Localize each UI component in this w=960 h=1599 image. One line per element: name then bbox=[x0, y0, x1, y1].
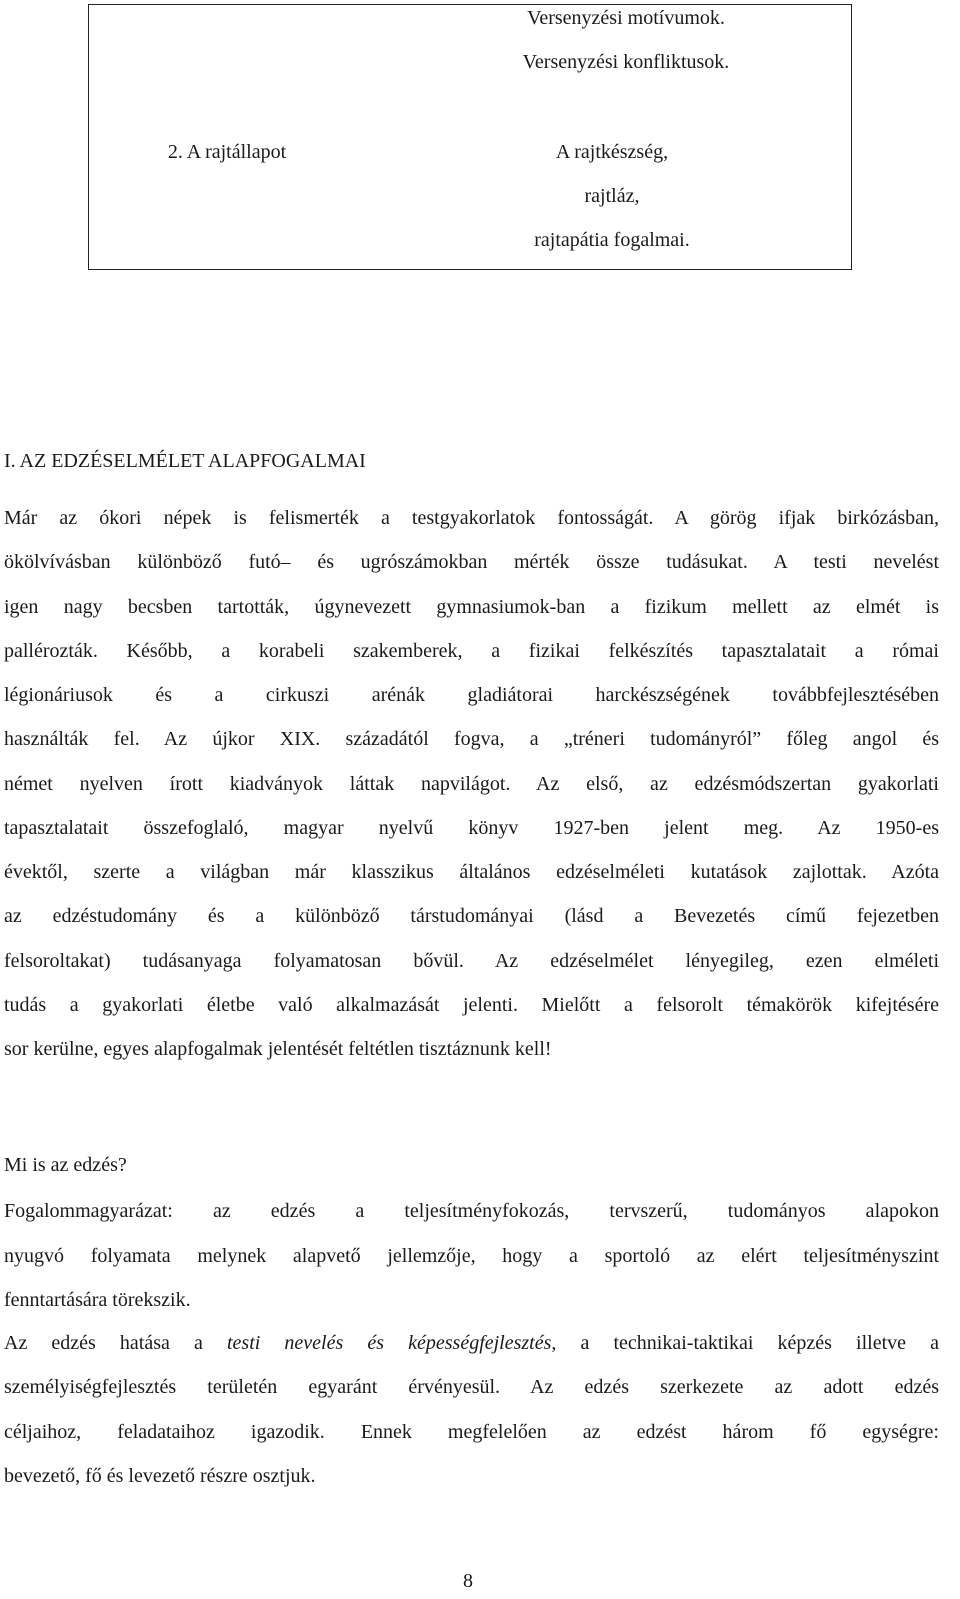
paragraph-line: fenntartására törekszik. bbox=[4, 1289, 191, 1311]
table-cell-text: 2. A rajtállapot bbox=[167, 141, 287, 163]
paragraph-line: céljaihoz, feladataihoz igazodik. Ennek megfelelően az edzést három fő egységre: bbox=[4, 1420, 939, 1443]
text-run: , a technikai-taktikai képzés illetve a bbox=[551, 1332, 939, 1354]
paragraph-line: évektől, szerte a világban már klasszikus általános edzéselméleti kutatások zajlottak. Azóta bbox=[4, 861, 939, 883]
section-heading: I. AZ EDZÉSELMÉLET ALAPFOGALMAI bbox=[4, 450, 366, 472]
italic-term: testi nevelés és képességfejlesztés bbox=[226, 1332, 552, 1354]
table-cell-text: rajtapátia fogalmai. bbox=[534, 229, 690, 251]
paragraph-line: ökölvívásban különböző futó– és ugrószámokban mérték össze tudásukat. A testi nevelést bbox=[4, 551, 939, 574]
paragraph-line: igen nagy becsben tartották, úgynevezett gymnasiumok-ban a fizikum mellett az elmét is bbox=[4, 595, 939, 618]
paragraph-line: személyiségfejlesztés területén egyaránt érvényesül. Az edzés szerkezete az adott edzés bbox=[4, 1376, 939, 1398]
paragraph-line: felsoroltakat) tudásanyaga folyamatosan bővül. Az edzéselmélet lényegileg, ezen elméleti bbox=[4, 949, 939, 972]
paragraph-line: német nyelven írott kiadványok láttak napvilágot. Az első, az edzésmódszertan gyakorlati bbox=[4, 772, 939, 795]
paragraph-line: légionáriusok és a cirkuszi arénák gladiátorai harckészségének továbbfejlesztésében bbox=[4, 684, 939, 706]
paragraph-line: használták fel. Az újkor XIX. századától fogva, a „tréneri tudományról” főleg angol és bbox=[4, 728, 939, 751]
paragraph-line: tapasztalatait összefoglaló, magyar nyelvű könyv 1927-ben jelent meg. Az 1950-es bbox=[4, 816, 939, 839]
schedule-table bbox=[88, 4, 852, 270]
paragraph-line: tudás a gyakorlati életbe való alkalmazását jelenti. Mielőtt a felsorolt témakörök kifejtésére bbox=[4, 993, 939, 1016]
table-cell-text: rajtláz, bbox=[584, 185, 640, 207]
table-cell-text: Versenyzési motívumok. bbox=[527, 7, 725, 29]
text-run: Az edzés hatása a bbox=[4, 1332, 227, 1354]
paragraph-line: Már az ókori népek is felismerték a testgyakorlatok fontosságát. A görög ifjak birkózásban, bbox=[4, 507, 939, 529]
paragraph-line: bevezető, fő és levezető részre osztjuk. bbox=[4, 1465, 316, 1487]
page-number: 8 bbox=[463, 1570, 473, 1592]
paragraph-line: sor kerülne, egyes alapfogalmak jelentését feltétlen tisztáznunk kell! bbox=[4, 1038, 552, 1060]
paragraph-effects-line bbox=[4, 1331, 939, 1355]
paragraph-line: pallérozták. Később, a korabeli szakemberek, a fizikai felkészítés tapasztalatait a római bbox=[4, 639, 939, 662]
paragraph-line: Fogalommagyarázat: az edzés a teljesítményfokozás, tervszerű, tudományos alapokon bbox=[4, 1200, 939, 1222]
paragraph-line: az edzéstudomány és a különböző társtudományai (lásd a Bevezetés című fejezetben bbox=[4, 905, 939, 928]
table-cell-text: Versenyzési konfliktusok. bbox=[522, 51, 730, 73]
paragraph-line: nyugvó folyamata melynek alapvető jellemzője, hogy a sportoló az elért teljesítményszint bbox=[4, 1244, 939, 1267]
question-heading: Mi is az edzés? bbox=[4, 1154, 127, 1176]
table-cell-text: A rajtkészség, bbox=[555, 141, 669, 163]
